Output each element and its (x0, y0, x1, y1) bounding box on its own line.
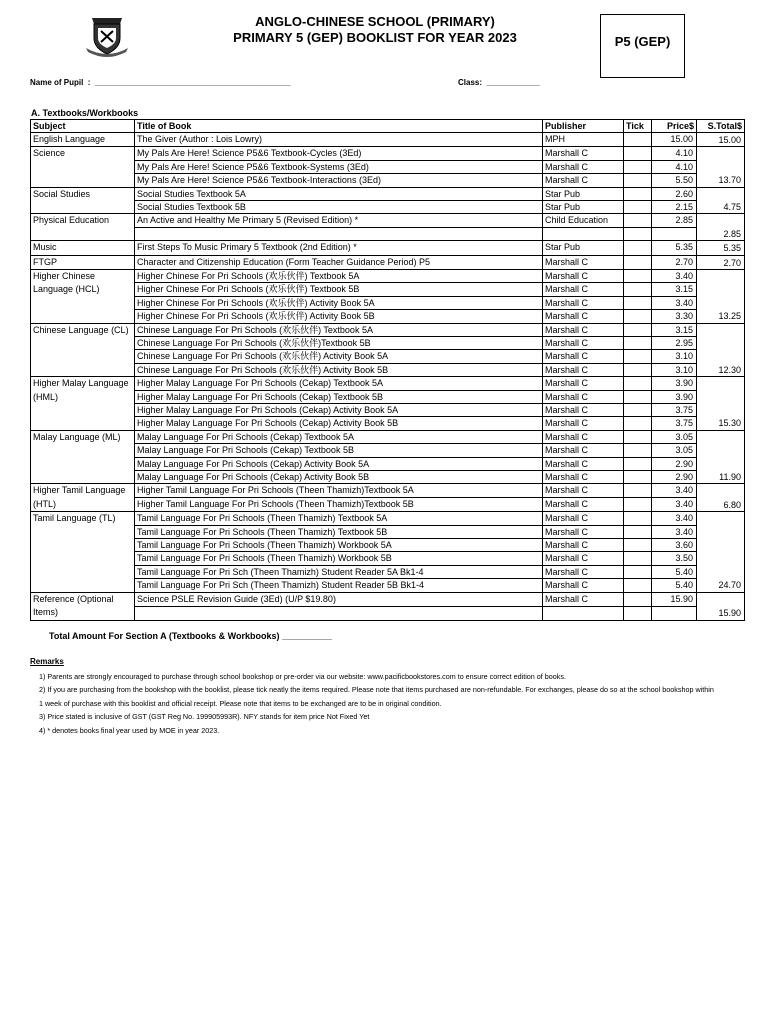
price-cell: 2.15 (652, 200, 697, 213)
table-row (31, 390, 745, 403)
table-row (31, 283, 745, 296)
book-title-cell: My Pals Are Here! Science P5&6 Textbook-Interactions (3Ed) (135, 174, 543, 187)
table-row (31, 377, 745, 390)
subtotal-cell: 5.35 (697, 241, 745, 255)
publisher-cell: Marshall C (543, 377, 624, 390)
subtotal-cell: 2.70 (697, 255, 745, 269)
subject-cell: FTGP (31, 255, 135, 269)
tick-checkbox-cell[interactable] (624, 323, 652, 336)
publisher-cell: MPH (543, 132, 624, 146)
tick-checkbox-cell[interactable] (624, 444, 652, 457)
table-row (31, 296, 745, 309)
tick-checkbox-cell[interactable] (624, 227, 652, 240)
table-row (31, 417, 745, 430)
price-cell: 3.40 (652, 484, 697, 498)
book-title-cell: Malay Language For Pri Schools (Cekap) Textbook 5B (135, 444, 543, 457)
price-cell: 3.30 (652, 310, 697, 323)
publisher-cell: Marshall C (543, 174, 624, 187)
subtotal-cell: 13.70 (697, 147, 745, 187)
price-cell: 3.40 (652, 525, 697, 538)
book-title-cell: Higher Chinese For Pri Schools (欢乐伙伴) Activity Book 5A (135, 296, 543, 309)
subject-cell: Music (31, 241, 135, 255)
publisher-cell: Marshall C (543, 310, 624, 323)
tick-checkbox-cell[interactable] (624, 187, 652, 200)
publisher-cell (543, 227, 624, 240)
price-cell: 15.90 (652, 592, 697, 606)
price-cell: 3.15 (652, 283, 697, 296)
publisher-cell: Marshall C (543, 390, 624, 403)
table-row (31, 160, 745, 173)
book-title-cell: Higher Malay Language For Pri Schools (Cekap) Textbook 5A (135, 377, 543, 390)
book-title-cell: Higher Tamil Language For Pri Schools (Theen Thamizh)Textbook 5A (135, 484, 543, 498)
book-title-cell: Higher Malay Language For Pri Schools (Cekap) Textbook 5B (135, 390, 543, 403)
subject-cell: Reference (Optional Items) (31, 592, 135, 620)
tick-checkbox-cell[interactable] (624, 579, 652, 592)
book-title-cell: An Active and Healthy Me Primary 5 (Revised Edition) * (135, 214, 543, 227)
book-title-cell: Tamil Language For Pri Schools (Theen Thamizh) Workbook 5B (135, 552, 543, 565)
table-row (31, 471, 745, 484)
publisher-cell: Marshall C (543, 579, 624, 592)
price-cell: 3.10 (652, 350, 697, 363)
tick-checkbox-cell[interactable] (624, 430, 652, 443)
subject-cell: Higher Chinese Language (HCL) (31, 269, 135, 323)
booklist-title: PRIMARY 5 (GEP) BOOKLIST FOR YEAR 2023 (233, 30, 517, 45)
table-header-row (31, 119, 745, 132)
remark-item: 4) * denotes books final year used by MOE in year 2023. (39, 725, 220, 735)
tick-checkbox-cell[interactable] (624, 296, 652, 309)
table-row (31, 606, 745, 620)
book-title-cell (135, 606, 543, 620)
subtotal-cell: 4.75 (697, 187, 745, 214)
table-row (31, 132, 745, 146)
table-row (31, 565, 745, 578)
price-cell: 15.00 (652, 132, 697, 146)
table-row (31, 552, 745, 565)
price-cell (652, 606, 697, 620)
price-cell: 3.15 (652, 323, 697, 336)
book-title-cell: Higher Chinese For Pri Schools (欢乐伙伴) Activity Book 5B (135, 310, 543, 323)
price-cell: 3.40 (652, 296, 697, 309)
publisher-cell: Marshall C (543, 363, 624, 376)
price-cell: 3.60 (652, 539, 697, 552)
price-cell: 5.40 (652, 579, 697, 592)
subtotal-cell: 2.85 (697, 214, 745, 241)
booklist-table (30, 119, 745, 621)
publisher-cell: Marshall C (543, 498, 624, 512)
table-row (31, 269, 745, 282)
subject-cell: Tamil Language (TL) (31, 512, 135, 592)
subtotal-cell: 12.30 (697, 323, 745, 377)
tick-checkbox-cell[interactable] (624, 283, 652, 296)
price-cell: 3.90 (652, 377, 697, 390)
book-title-cell: Higher Tamil Language For Pri Schools (Theen Thamizh)Textbook 5B (135, 498, 543, 512)
subject-cell: Higher Malay Language (HML) (31, 377, 135, 431)
publisher-cell: Marshall C (543, 336, 624, 349)
document-title (160, 14, 590, 46)
subtotal-cell: 15.00 (697, 132, 745, 146)
table-row (31, 444, 745, 457)
price-cell: 3.40 (652, 512, 697, 525)
price-cell: 3.05 (652, 430, 697, 443)
book-title-cell: Tamil Language For Pri Schools (Theen Thamizh) Textbook 5B (135, 525, 543, 538)
column-header-tick: Tick (624, 119, 652, 132)
table-row (31, 227, 745, 240)
subtotal-cell: 13.25 (697, 269, 745, 323)
book-title-cell: Tamil Language For Pri Sch (Theen Thamizh) Student Reader 5B Bk1-4 (135, 579, 543, 592)
price-cell: 2.60 (652, 187, 697, 200)
book-title-cell: Social Studies Textbook 5A (135, 187, 543, 200)
price-cell: 2.90 (652, 471, 697, 484)
subject-cell: Higher Tamil Language (HTL) (31, 484, 135, 512)
table-row (31, 255, 745, 269)
publisher-cell: Child Education (543, 214, 624, 227)
price-cell (652, 227, 697, 240)
tick-checkbox-cell[interactable] (624, 269, 652, 282)
price-cell: 4.10 (652, 160, 697, 173)
tick-checkbox-cell[interactable] (624, 255, 652, 269)
price-cell: 2.85 (652, 214, 697, 227)
publisher-cell: Marshall C (543, 539, 624, 552)
price-cell: 3.90 (652, 390, 697, 403)
publisher-cell: Marshall C (543, 592, 624, 606)
table-row (31, 512, 745, 525)
column-header-title: Title of Book (135, 119, 543, 132)
publisher-cell: Marshall C (543, 147, 624, 160)
book-title-cell: Higher Malay Language For Pri Schools (Cekap) Activity Book 5B (135, 417, 543, 430)
book-title-cell: Malay Language For Pri Schools (Cekap) Activity Book 5A (135, 457, 543, 470)
tick-checkbox-cell[interactable] (624, 214, 652, 227)
table-row (31, 336, 745, 349)
tick-checkbox-cell[interactable] (624, 174, 652, 187)
tick-checkbox-cell[interactable] (624, 377, 652, 390)
tick-checkbox-cell[interactable] (624, 552, 652, 565)
publisher-cell: Marshall C (543, 525, 624, 538)
book-title-cell: Chinese Language For Pri Schools (欢乐伙伴) Textbook 5A (135, 323, 543, 336)
table-row (31, 241, 745, 255)
school-crest-logo (84, 14, 130, 58)
book-title-cell: Chinese Language For Pri Schools (欢乐伙伴)Textbook 5B (135, 336, 543, 349)
book-title-cell: Social Studies Textbook 5B (135, 200, 543, 213)
table-row (31, 404, 745, 417)
price-cell: 3.75 (652, 417, 697, 430)
publisher-cell: Marshall C (543, 323, 624, 336)
table-row (31, 214, 745, 227)
publisher-cell: Marshall C (543, 350, 624, 363)
booklist-body (31, 132, 745, 620)
tick-checkbox-cell[interactable] (624, 147, 652, 160)
table-row (31, 187, 745, 200)
column-header-stotal: S.Total$ (697, 119, 745, 132)
publisher-cell: Marshall C (543, 430, 624, 443)
section-a-total: Total Amount For Section A (Textbooks & Workbooks) __________ (49, 631, 333, 641)
subtotal-cell: 15.30 (697, 377, 745, 431)
publisher-cell: Marshall C (543, 552, 624, 565)
remark-item: 1) Parents are strongly encouraged to purchase through school bookshop or pre-order via our website: www.pacificbookstores.com to ensure correct edition of books. (39, 672, 566, 681)
column-header-publisher: Publisher (543, 119, 624, 132)
column-header-subject: Subject (31, 119, 135, 132)
remark-item: 2) If you are purchasing from the bookshop with the booklist, please tick neatly the items required. Please note that items purchased are non-refundable. For exchanges, please do so at the school bookshop within 1 week of purchase with this booklist and official receipt. Please note that items to be exchanged are to be in original condition. (39, 685, 714, 708)
tick-checkbox-cell[interactable] (624, 417, 652, 430)
tick-checkbox-cell[interactable] (624, 310, 652, 323)
table-row (31, 310, 745, 323)
tick-checkbox-cell[interactable] (624, 241, 652, 255)
book-title-cell: The Giver (Author : Lois Lowry) (135, 132, 543, 146)
price-cell: 3.10 (652, 363, 697, 376)
table-row (31, 484, 745, 498)
subtotal-cell: 15.90 (697, 592, 745, 620)
book-title-cell: Science PSLE Revision Guide (3Ed) (U/P $19.80) (135, 592, 543, 606)
price-cell: 5.40 (652, 565, 697, 578)
book-title-cell: Higher Malay Language For Pri Schools (Cekap) Activity Book 5A (135, 404, 543, 417)
class-field[interactable]: Class: ____________ (458, 78, 540, 87)
book-title-cell: Chinese Language For Pri Schools (欢乐伙伴) Activity Book 5B (135, 363, 543, 376)
book-title-cell: Chinese Language For Pri Schools (欢乐伙伴) Activity Book 5A (135, 350, 543, 363)
table-row (31, 592, 745, 606)
book-title-cell: Malay Language For Pri Schools (Cekap) Textbook 5A (135, 430, 543, 443)
publisher-cell: Star Pub (543, 241, 624, 255)
book-title-cell: Tamil Language For Pri Schools (Theen Thamizh) Textbook 5A (135, 512, 543, 525)
publisher-cell: Marshall C (543, 565, 624, 578)
price-cell: 3.05 (652, 444, 697, 457)
publisher-cell: Marshall C (543, 484, 624, 498)
subtotal-cell: 11.90 (697, 430, 745, 484)
book-title-cell: Higher Chinese For Pri Schools (欢乐伙伴) Textbook 5B (135, 283, 543, 296)
tick-checkbox-cell[interactable] (624, 390, 652, 403)
table-row (31, 147, 745, 160)
subject-cell: English Language (31, 132, 135, 146)
book-title-cell: Tamil Language For Pri Schools (Theen Thamizh) Workbook 5A (135, 539, 543, 552)
publisher-cell: Marshall C (543, 444, 624, 457)
publisher-cell: Marshall C (543, 457, 624, 470)
price-cell: 3.50 (652, 552, 697, 565)
publisher-cell: Marshall C (543, 471, 624, 484)
subject-cell: Science (31, 147, 135, 187)
table-row (31, 457, 745, 470)
publisher-cell: Star Pub (543, 200, 624, 213)
subject-cell: Malay Language (ML) (31, 430, 135, 484)
section-a-heading: A. Textbooks/Workbooks (31, 108, 139, 118)
table-row (31, 539, 745, 552)
book-title-cell: Malay Language For Pri Schools (Cekap) Activity Book 5B (135, 471, 543, 484)
book-title-cell: My Pals Are Here! Science P5&6 Textbook-Systems (3Ed) (135, 160, 543, 173)
tick-checkbox-cell[interactable] (624, 132, 652, 146)
publisher-cell: Star Pub (543, 187, 624, 200)
table-row (31, 350, 745, 363)
school-name: ANGLO-CHINESE SCHOOL (PRIMARY) (255, 14, 495, 29)
publisher-cell: Marshall C (543, 296, 624, 309)
tick-checkbox-cell[interactable] (624, 498, 652, 512)
table-row (31, 323, 745, 336)
tick-checkbox-cell[interactable] (624, 160, 652, 173)
table-row (31, 525, 745, 538)
price-cell: 3.75 (652, 404, 697, 417)
tick-checkbox-cell[interactable] (624, 336, 652, 349)
publisher-cell: Marshall C (543, 269, 624, 282)
book-title-cell: Higher Chinese For Pri Schools (欢乐伙伴) Textbook 5A (135, 269, 543, 282)
tick-checkbox-cell[interactable] (624, 350, 652, 363)
tick-checkbox-cell[interactable] (624, 363, 652, 376)
subject-cell: Chinese Language (CL) (31, 323, 135, 377)
tick-checkbox-cell[interactable] (624, 525, 652, 538)
price-cell: 3.40 (652, 269, 697, 282)
price-cell: 3.40 (652, 498, 697, 512)
tick-checkbox-cell[interactable] (624, 565, 652, 578)
price-cell: 4.10 (652, 147, 697, 160)
pupil-name-field[interactable]: Name of Pupil : ____________________________________________ (30, 78, 291, 87)
price-cell: 2.95 (652, 336, 697, 349)
tick-checkbox-cell[interactable] (624, 404, 652, 417)
column-header-price: Price$ (652, 119, 697, 132)
publisher-cell: Marshall C (543, 512, 624, 525)
table-row (31, 200, 745, 213)
table-row (31, 498, 745, 512)
tick-checkbox-cell[interactable] (624, 484, 652, 498)
tick-checkbox-cell[interactable] (624, 539, 652, 552)
price-cell: 2.70 (652, 255, 697, 269)
tick-checkbox-cell[interactable] (624, 457, 652, 470)
table-row (31, 174, 745, 187)
table-row (31, 430, 745, 443)
remarks-heading: Remarks (30, 657, 64, 666)
remark-item: 3) Price stated is inclusive of GST (GST Reg No. 199905993R). NFY stands for item price Not Fixed Yet (39, 712, 370, 722)
subject-cell: Social Studies (31, 187, 135, 214)
book-title-cell: Character and Citizenship Education (Form Teacher Guidance Period) P5 (135, 255, 543, 269)
table-row (31, 363, 745, 376)
tick-checkbox-cell[interactable] (624, 512, 652, 525)
tick-checkbox-cell[interactable] (624, 471, 652, 484)
publisher-cell: Marshall C (543, 160, 624, 173)
publisher-cell: Marshall C (543, 404, 624, 417)
publisher-cell: Marshall C (543, 417, 624, 430)
tick-checkbox-cell[interactable] (624, 606, 652, 620)
price-cell: 5.35 (652, 241, 697, 255)
price-cell: 2.90 (652, 457, 697, 470)
publisher-cell: Marshall C (543, 255, 624, 269)
grade-box: P5 (GEP) (600, 14, 685, 78)
subtotal-cell: 6.80 (697, 484, 745, 512)
book-title-cell (135, 227, 543, 240)
remarks-list (39, 670, 719, 737)
price-cell: 5.50 (652, 174, 697, 187)
book-title-cell: Tamil Language For Pri Sch (Theen Thamizh) Student Reader 5A Bk1-4 (135, 565, 543, 578)
publisher-cell: Marshall C (543, 283, 624, 296)
subject-cell: Physical Education (31, 214, 135, 241)
tick-checkbox-cell[interactable] (624, 592, 652, 606)
book-title-cell: First Steps To Music Primary 5 Textbook (2nd Edition) * (135, 241, 543, 255)
table-row (31, 579, 745, 592)
publisher-cell (543, 606, 624, 620)
subtotal-cell: 24.70 (697, 512, 745, 592)
book-title-cell: My Pals Are Here! Science P5&6 Textbook-Cycles (3Ed) (135, 147, 543, 160)
tick-checkbox-cell[interactable] (624, 200, 652, 213)
